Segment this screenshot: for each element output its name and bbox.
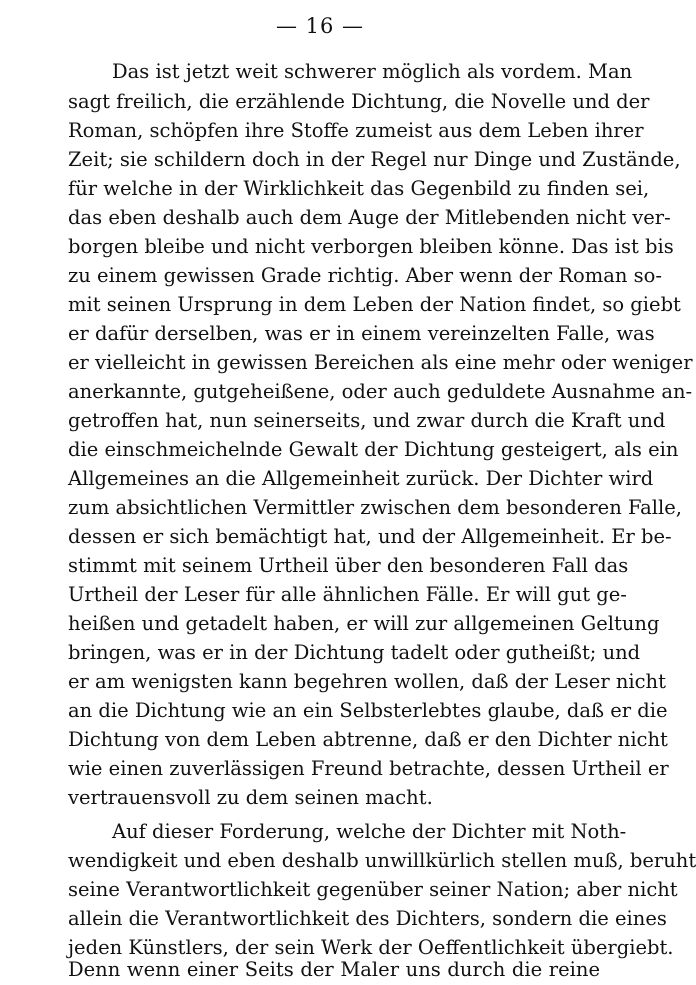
text-line: Denn wenn einer Seits der Maler uns durch die reine — [68, 958, 600, 981]
text-line: anerkannte, gutgeheißene, oder auch geduldete Ausnahme an- — [68, 380, 693, 403]
text-line: seine Verantwortlichkeit gegenüber seiner Nation; aber nicht — [68, 878, 678, 901]
text-line: die einschmeichelnde Gewalt der Dichtung gesteigert, als ein — [68, 438, 679, 461]
text-line: wendigkeit und eben deshalb unwillkürlich stellen muß, beruht — [68, 849, 696, 872]
text-line: mit seinen Ursprung in dem Leben der Nation findet, so giebt — [68, 293, 681, 316]
text-line: jeden Künstlers, der sein Werk der Oeffentlichkeit übergiebt. — [68, 936, 674, 959]
text-line: Allgemeines an die Allgemeinheit zurück. Der Dichter wird — [68, 467, 654, 490]
text-line: Roman, schöpfen ihre Stoffe zumeist aus dem Leben ihrer — [68, 119, 644, 142]
text-line: für welche in der Wirklichkeit das Gegenbild zu finden sei, — [68, 177, 650, 200]
text-line: Das ist jetzt weit schwerer möglich als vordem. Man — [112, 60, 633, 83]
text-line: getroffen hat, nun seinerseits, und zwar durch die Kraft und — [68, 409, 666, 432]
text-line: heißen und getadelt haben, er will zur allgemeinen Geltung — [68, 612, 660, 635]
page-number: — 16 — — [275, 14, 365, 38]
text-line: das eben deshalb auch dem Auge der Mitlebenden nicht ver- — [68, 206, 671, 229]
text-line: stimmt mit seinem Urtheil über den besonderen Fall das — [68, 554, 629, 577]
text-line: bringen, was er in der Dichtung tadelt oder gutheißt; und — [68, 641, 641, 664]
text-line: wie einen zuverlässigen Freund betrachte, dessen Urtheil er — [68, 757, 669, 780]
text-line: Zeit; sie schildern doch in der Regel nur Dinge und Zustände, — [68, 148, 681, 171]
text-line: er dafür derselben, was er in einem vereinzelten Falle, was — [68, 322, 655, 345]
text-line: an die Dichtung wie an ein Selbsterlebtes glaube, daß er die — [68, 699, 668, 722]
text-line: vertrauensvoll zu dem seinen macht. — [68, 786, 433, 809]
text-line: Dichtung von dem Leben abtrenne, daß er den Dichter nicht — [68, 728, 668, 751]
text-line: zum absichtlichen Vermittler zwischen dem besonderen Falle, — [68, 496, 683, 519]
text-line: er vielleicht in gewissen Bereichen als eine mehr oder weniger — [68, 351, 693, 374]
text-line: allein die Verantwortlichkeit des Dichters, sondern die eines — [68, 907, 667, 930]
text-line: dessen er sich bemächtigt hat, und der Allgemeinheit. Er be- — [68, 525, 672, 548]
text-line: Urtheil der Leser für alle ähnlichen Fälle. Er will gut ge- — [68, 583, 627, 606]
text-line: er am wenigsten kann begehren wollen, daß der Leser nicht — [68, 670, 666, 693]
text-line: zu einem gewissen Grade richtig. Aber wenn der Roman so- — [68, 264, 662, 287]
text-line: sagt freilich, die erzählende Dichtung, die Novelle und der — [68, 90, 650, 113]
text-line: Auf dieser Forderung, welche der Dichter mit Noth- — [112, 820, 627, 843]
text-line: borgen bleibe und nicht verborgen bleiben könne. Das ist bis — [68, 235, 674, 258]
